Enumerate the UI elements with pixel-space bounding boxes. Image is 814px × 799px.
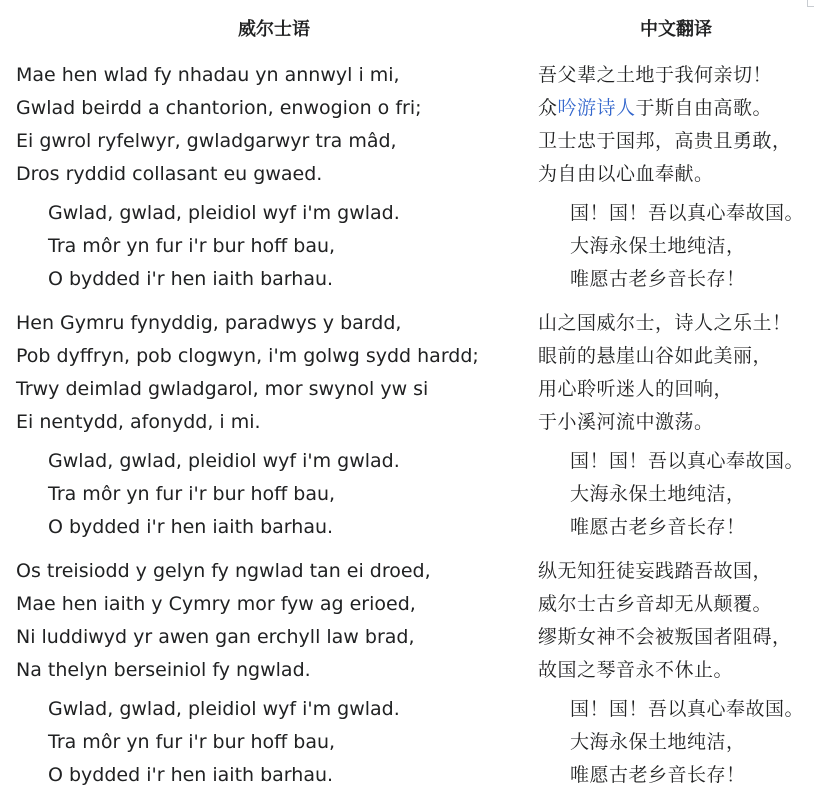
welsh-chorus-1 xyxy=(48,197,400,296)
lyric-line: Gwlad beirdd a chantorion, enwogion o fri; xyxy=(16,97,422,119)
translation-line: 唯愿古老乡音长存！ xyxy=(570,516,746,538)
translation-line: 山之国威尔士，诗人之乐土！ xyxy=(538,312,792,334)
translation-line: 大海永保土地纯洁， xyxy=(570,731,746,753)
lyric-line: Ei gwrol ryfelwyr, gwladgarwyr tra mâd, xyxy=(16,130,397,152)
lyric-line: Gwlad, gwlad, pleidiol wyf i'm gwlad. xyxy=(48,202,400,224)
lyric-line: Ei nentydd, afonydd, i mi. xyxy=(16,411,261,433)
translation-text: 于斯自由高歌。 xyxy=(635,97,773,119)
translation-line: 国！国！吾以真心奉故国。 xyxy=(570,202,805,224)
translation-line: 吾父辈之土地于我何亲切！ xyxy=(538,64,773,86)
translation-line: 唯愿古老乡音长存！ xyxy=(570,268,746,290)
translation-line: 缪斯女神不会被叛国者阻碍， xyxy=(538,626,792,648)
translation-line: 眼前的悬崖山谷如此美丽， xyxy=(538,345,773,367)
lyric-line: Mae hen wlad fy nhadau yn annwyl i mi, xyxy=(16,64,400,86)
chinese-chorus-1 xyxy=(570,197,804,296)
translation-line: 国！国！吾以真心奉故国。 xyxy=(570,450,805,472)
translation-text: 众 xyxy=(538,97,558,119)
lyric-line: O bydded i'r hen iaith barhau. xyxy=(48,764,334,786)
welsh-verse-3 xyxy=(16,555,431,687)
translation-line: 于小溪河流中激荡。 xyxy=(538,411,714,433)
lyric-line: Mae hen iaith y Cymry mor fyw ag erioed, xyxy=(16,593,416,615)
translation-line: 卫士忠于国邦，高贵且勇敢， xyxy=(538,130,792,152)
translation-line: 唯愿古老乡音长存！ xyxy=(570,764,746,786)
lyric-line: Na thelyn berseiniol fy ngwlad. xyxy=(16,659,311,681)
translation-line: 大海永保土地纯洁， xyxy=(570,483,746,505)
welsh-verse-1 xyxy=(16,59,422,191)
lyric-line: Tra môr yn fur i'r bur hoff bau, xyxy=(48,731,336,753)
lyric-line: Pob dyffryn, pob clogwyn, i'm golwg sydd hardd; xyxy=(16,345,479,367)
chinese-chorus-2 xyxy=(570,445,804,544)
translation-line xyxy=(538,92,792,125)
lyric-line: Os treisiodd y gelyn fy ngwlad tan ei droed, xyxy=(16,560,431,582)
lyric-line: Dros ryddid collasant eu gwaed. xyxy=(16,163,323,185)
translation-line: 国！国！吾以真心奉故国。 xyxy=(570,698,805,720)
lyric-line: Hen Gymru fynyddig, paradwys y bardd, xyxy=(16,312,402,334)
chinese-verse-2 xyxy=(538,307,792,439)
chinese-chorus-3 xyxy=(570,693,804,792)
translation-line: 为自由以心血奉献。 xyxy=(538,163,714,185)
lyric-line: Tra môr yn fur i'r bur hoff bau, xyxy=(48,235,336,257)
chinese-verse-3 xyxy=(538,555,792,687)
translation-line: 故国之琴音永不休止。 xyxy=(538,659,734,681)
lyric-line: Trwy deimlad gwladgarol, mor swynol yw si xyxy=(16,378,429,400)
translation-line: 用心聆听迷人的回响， xyxy=(538,378,734,400)
column-header-chinese: 中文翻译 xyxy=(640,19,712,40)
translation-line: 纵无知狂徒妄践踏吾故国， xyxy=(538,560,773,582)
welsh-chorus-3 xyxy=(48,693,400,792)
welsh-chorus-2 xyxy=(48,445,400,544)
column-header-welsh: 威尔士语 xyxy=(238,19,310,40)
lyric-line: Gwlad, gwlad, pleidiol wyf i'm gwlad. xyxy=(48,698,400,720)
lyric-line: Tra môr yn fur i'r bur hoff bau, xyxy=(48,483,336,505)
lyric-line: O bydded i'r hen iaith barhau. xyxy=(48,516,334,538)
lyric-line: Ni luddiwyd yr awen gan erchyll law brad, xyxy=(16,626,415,648)
bard-link[interactable]: 吟游诗人 xyxy=(557,97,636,119)
lyric-line: Gwlad, gwlad, pleidiol wyf i'm gwlad. xyxy=(48,450,400,472)
translation-line: 大海永保土地纯洁， xyxy=(570,235,746,257)
corner-decoration xyxy=(807,0,814,7)
welsh-verse-2 xyxy=(16,307,479,439)
lyric-line: O bydded i'r hen iaith barhau. xyxy=(48,268,334,290)
chinese-verse-1 xyxy=(538,59,792,191)
translation-line: 威尔士古乡音却无从颠覆。 xyxy=(538,593,773,615)
